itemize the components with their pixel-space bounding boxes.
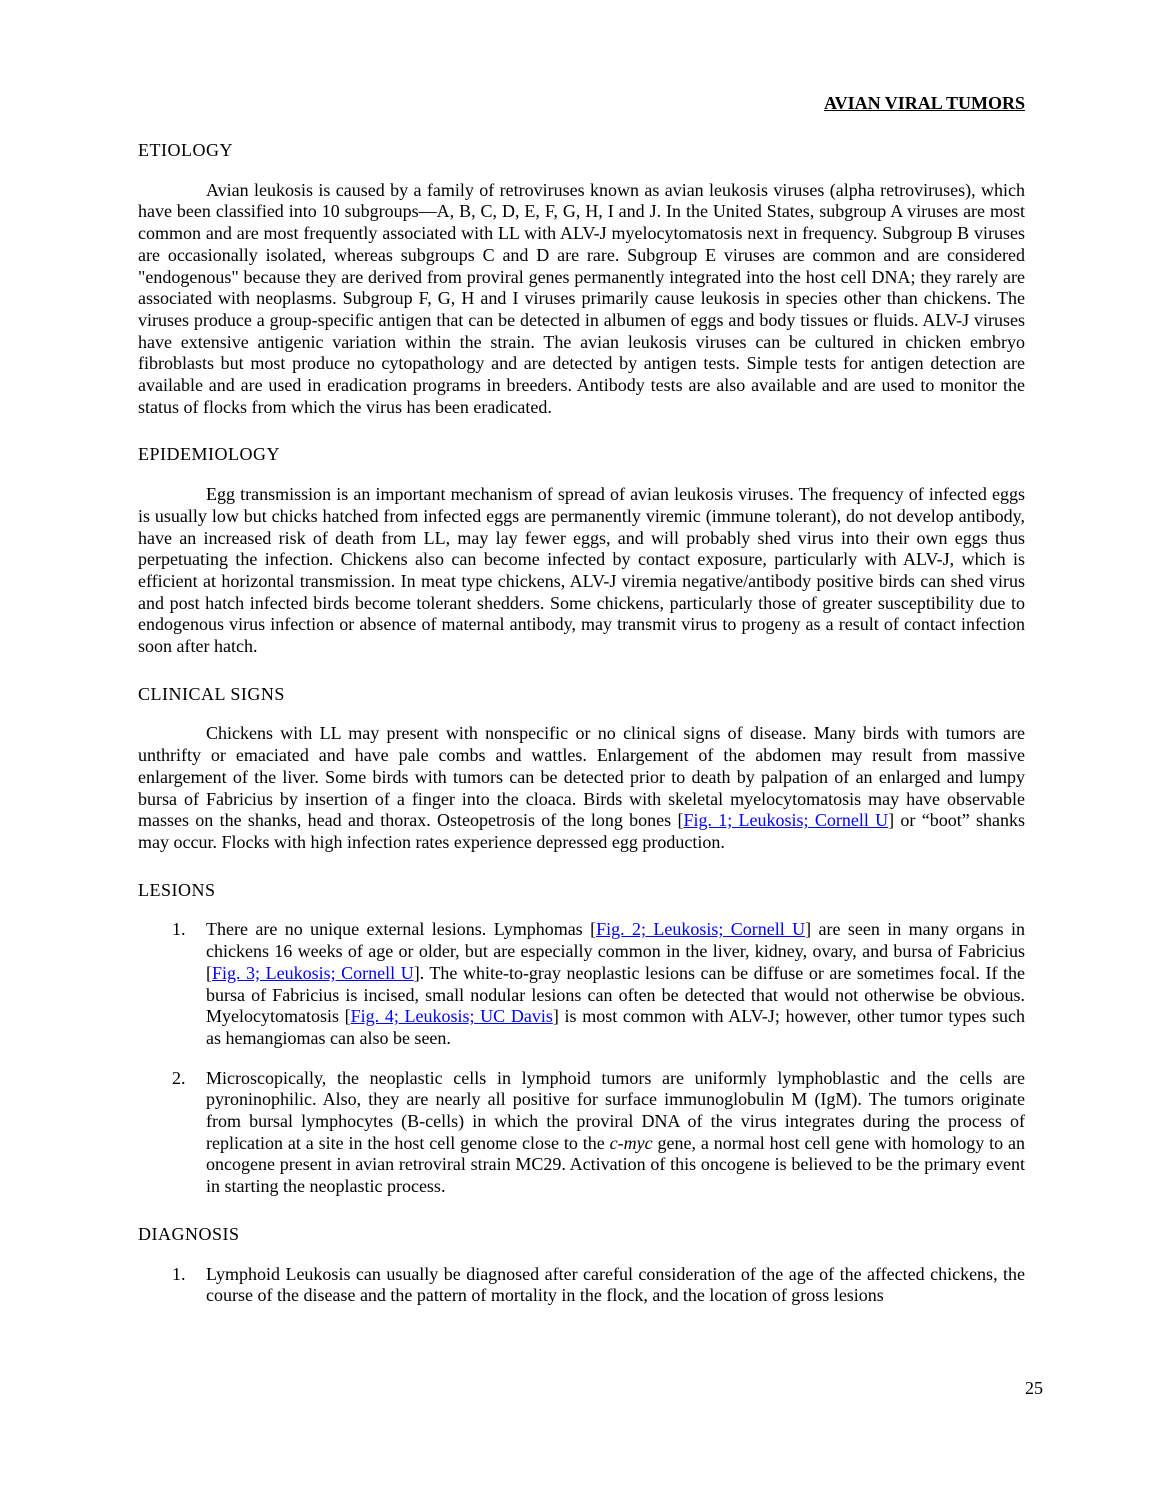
numbered-list-item: [138, 1264, 1025, 1307]
text-run: There are no unique external lesions. Lymphomas [: [206, 919, 597, 940]
list-item-number: 1.: [172, 1263, 186, 1284]
section-heading-etiology: ETIOLOGY: [138, 140, 233, 160]
document-title: AVIAN VIRAL TUMORS: [823, 93, 1025, 113]
numbered-list-item: [138, 919, 1025, 1049]
figure-link[interactable]: Fig. 4; Leukosis; UC Davis: [350, 1006, 553, 1027]
list-item-number: 1.: [172, 919, 186, 940]
text-run: ]. The white-to-gray neoplastic lesions can be diffuse or are sometimes focal. If the bursa of Fabricius is incised, small nodular lesions can often be detected that would not otherwise be obvious. Myelocytomatosis [: [206, 962, 1025, 1027]
section-heading-clinical-signs: CLINICAL SIGNS: [138, 683, 285, 704]
figure-link[interactable]: Fig. 2; Leukosis; Cornell U: [596, 919, 806, 940]
list-item-text: [206, 1068, 1025, 1198]
text-run: Lymphoid Leukosis can usually be diagnosed after careful consideration of the age of the affected chickens, the course of the disease and the pattern of mortality in the flock, and the location of gross lesions: [206, 1263, 1025, 1306]
list-item-text: [206, 1264, 1025, 1307]
section-heading-lesions: LESIONS: [138, 879, 216, 900]
text-run: Egg transmission is an important mechanism of spread of avian leukosis viruses. The frequency of infected eggs is usually low but chicks hatched from infected eggs are permanently viremic (immune tolerant), do not develop antibody, have an increased risk of death from LL, may lay fewer eggs, and will probably shed virus into their own eggs thus perpetuating the infection. Chickens also can become infected by contact exposure, particularly with ALV-J, which is efficient at horizontal transmission. In meat type chickens, ALV-J viremia negative/antibody positive birds can shed virus and post hatch infected birds become tolerant shedders. Some chickens, particularly those of greater susceptibility due to endogenous virus infection or absence of maternal antibody, may transmit virus to progeny as a result of contact infection soon after hatch.: [138, 484, 1025, 657]
text-run: ] are seen in many organs in chickens 16 weeks of age or older, but are especially common in the liver, kidney, ovary, and bursa of Fabricius [: [206, 919, 1026, 983]
document-body: [138, 140, 1025, 1307]
page-number: 25: [1025, 1378, 1043, 1398]
section-heading-epidemiology: EPIDEMIOLOGY: [138, 444, 280, 465]
text-run: ] is most common with ALV-J; however, other tumor types such as hemangiomas can also be seen.: [206, 1006, 1025, 1048]
body-paragraph: [138, 484, 1025, 658]
text-run: gene, a normal host cell gene with homology to an oncogene present in avian retroviral strain MC29. Activation of this oncogene is believed to be the primary event in starting the neoplastic process.: [206, 1132, 1025, 1197]
list-item-text: [206, 919, 1025, 1049]
section-heading-diagnosis: DIAGNOSIS: [138, 1223, 240, 1244]
figure-link[interactable]: Fig. 1; Leukosis; Cornell U: [683, 810, 889, 831]
text-run: Avian leukosis is caused by a family of retroviruses known as avian leukosis viruses (alpha retroviruses), which have been classified into 10 subgroups—A, B, C, D, E, F, G, H, I and J. In the United States, subgroup A viruses are most common and are most frequently associated with LL with ALV-J myelocytomatosis next in frequency. Subgroup B viruses are occasionally isolated, whereas subgroups C and D are rare. Subgroup E viruses are common and are considered "endogenous" because they are derived from proviral genes permanently integrated into the host cell DNA; they rarely are associated with neoplasms. Subgroup F, G, H and I viruses primarily cause leukosis in species other than chickens. The viruses produce a group-specific antigen that can be detected in albumen of eggs and body tissues or fluids. ALV-J viruses have extensive antigenic variation within the strain. The avian leukosis viruses can be cultured in chicken embryo fibroblasts but most produce no cytopathology and are detected by antigen tests. Simple tests for antigen detection are available and are used in eradication programs in breeders. Antibody tests are also available and are used to monitor the status of flocks from which the virus has been eradicated.: [138, 179, 1025, 417]
figure-link[interactable]: Fig. 3; Leukosis; Cornell U: [212, 962, 414, 983]
italic-gene-name: c-myc: [609, 1132, 653, 1153]
text-run: ] or “boot” shanks may occur. Flocks with high infection rates experience depressed egg production.: [138, 810, 1025, 852]
body-paragraph: [138, 180, 1025, 419]
document-header: [138, 92, 1025, 114]
body-paragraph: [138, 723, 1025, 853]
document-footer: [1025, 1378, 1043, 1400]
text-run: Chickens with LL may present with nonspecific or no clinical signs of disease. Many birds with tumors are unthrifty or emaciated and have pale combs and wattles. Enlargement of the abdomen may result from massive enlargement of the liver. Some birds with tumors can be detected prior to death by palpation of an enlarged and lumpy bursa of Fabricius by insertion of a finger into the cloaca. Birds with skeletal myelocytomatosis may have observable masses on the shanks, head and thorax. Osteopetrosis of the long bones [: [138, 723, 1025, 831]
list-item-number: 2.: [172, 1067, 186, 1088]
numbered-list-item: [138, 1068, 1025, 1198]
text-run: Microscopically, the neoplastic cells in lymphoid tumors are uniformly lymphoblastic and the cells are pyroninophilic. Also, they are nearly all positive for surface immunoglobulin M (IgM). The tumors originate from bursal lymphocytes (B-cells) in which the proviral DNA of the virus integrates during the process of replication at a site in the host cell genome close to the: [206, 1067, 1025, 1153]
